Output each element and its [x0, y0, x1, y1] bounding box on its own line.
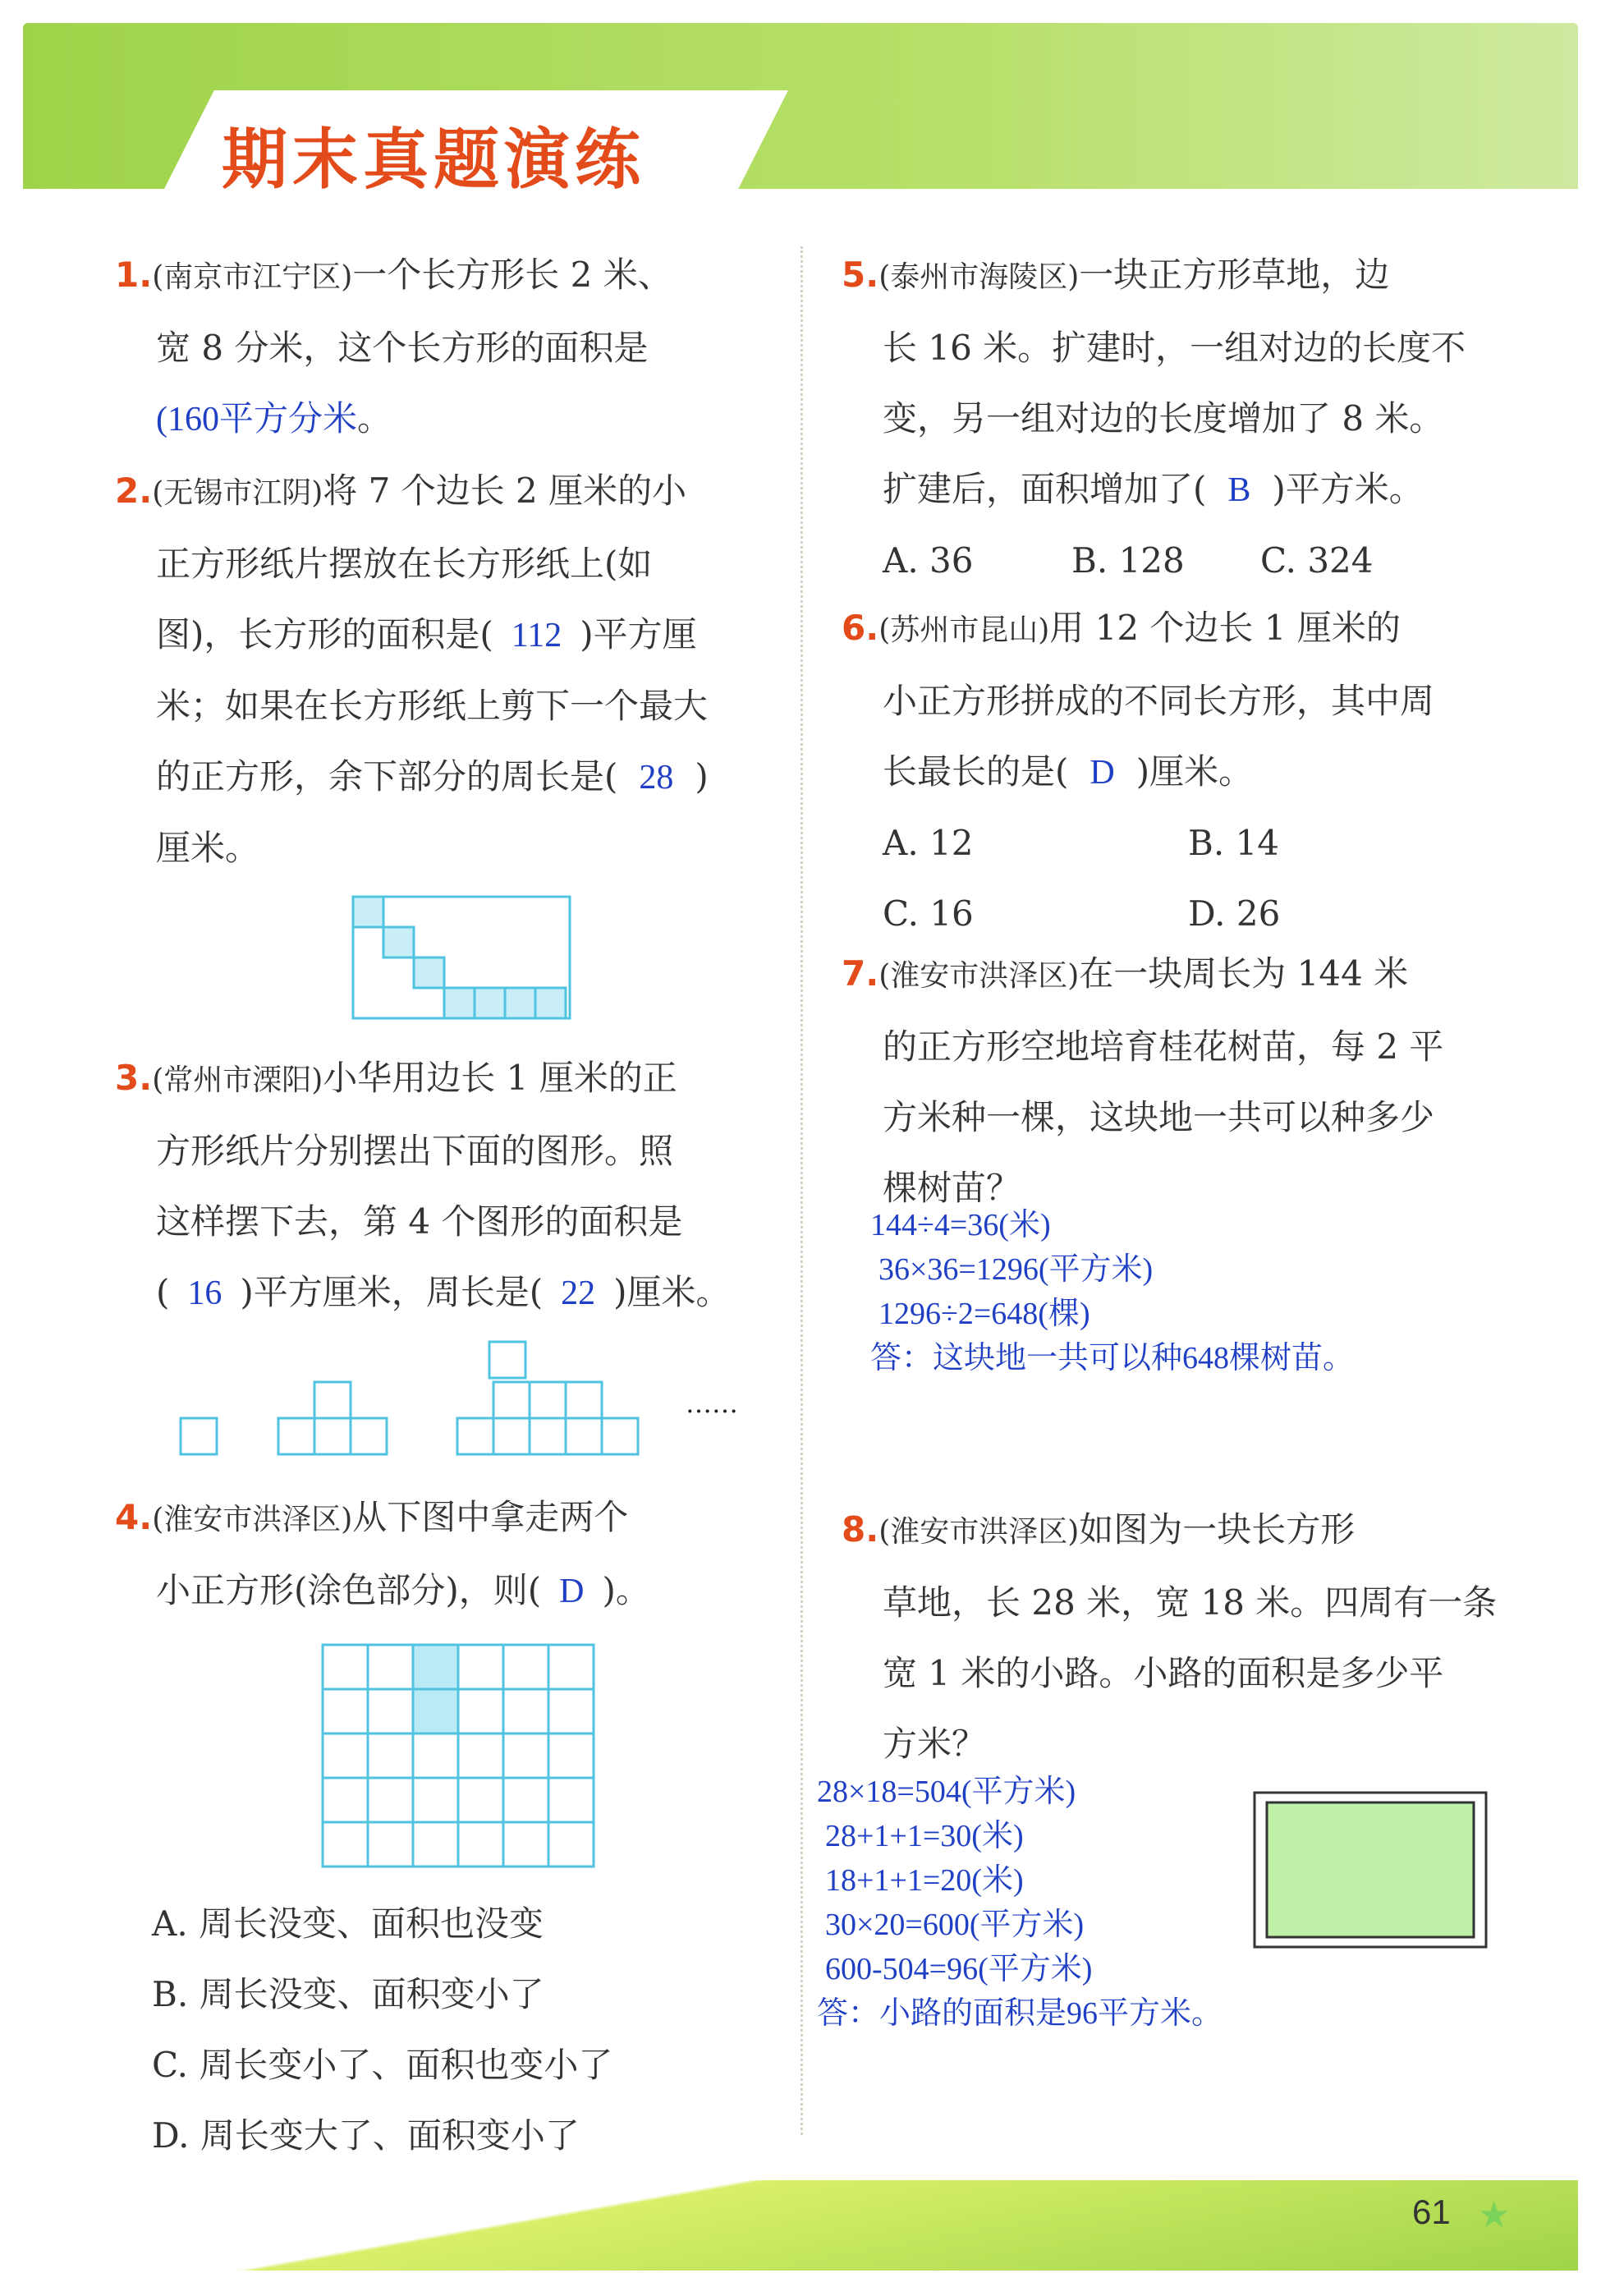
- text: )厘米。: [613, 1272, 731, 1312]
- option-a: A. 36: [883, 540, 974, 581]
- option-c: C. 周长变小了、面积也变小了: [152, 2045, 613, 2085]
- option-d: D. 周长变大了、面积变小了: [152, 2115, 580, 2156]
- question-text: [115, 383, 772, 455]
- question-2: [115, 456, 788, 884]
- question-text: 厘米。: [156, 828, 260, 868]
- question-source: (无锡市江阴): [152, 476, 323, 510]
- question-4: [115, 1482, 788, 1627]
- question-5: [842, 240, 1564, 596]
- text: )平方厘: [580, 614, 697, 654]
- page-title: 期末真题演练: [222, 122, 645, 198]
- question-text: 方形纸片分别摆出下面的图形。照: [156, 1131, 674, 1171]
- question-number: 4.: [115, 1497, 153, 1537]
- question-source: (南京市江宁区): [152, 260, 353, 294]
- solution-line: 600-504=96(平方米): [825, 1952, 1093, 1986]
- question-text: 棵树苗？: [883, 1168, 1021, 1208]
- column-divider: [800, 246, 803, 2135]
- figure-square: [566, 1418, 602, 1454]
- question-number: 7.: [842, 953, 879, 994]
- figure-square: [566, 1382, 602, 1418]
- figure-square: [475, 988, 505, 1018]
- figure-square: [414, 957, 444, 988]
- question-text: 将 7 个边长 2 厘米的小: [323, 471, 687, 511]
- question-source: (常州市溧阳): [152, 1063, 323, 1097]
- question-number: 3.: [115, 1058, 153, 1098]
- question-text: [842, 737, 1564, 808]
- answer: D: [559, 1573, 585, 1610]
- figure-square: [278, 1418, 314, 1454]
- figure-square: [493, 1418, 530, 1454]
- question-text: [115, 599, 788, 671]
- text: 长最长的是(: [883, 751, 1069, 792]
- figure-square: [505, 988, 535, 1018]
- ellipsis: ……: [686, 1388, 738, 1419]
- solution-line: 28×18=504(平方米): [817, 1775, 1076, 1809]
- text: )厘米。: [1135, 751, 1254, 792]
- text: (: [156, 1272, 170, 1312]
- text: 小正方形(涂色部分)，则(: [156, 1570, 542, 1610]
- question-text: 用 12 个边长 1 厘米的: [1049, 608, 1401, 648]
- text: )平方厘米，周长是(: [240, 1272, 544, 1312]
- option-b: B. 14: [1188, 823, 1280, 863]
- text: )平方米。: [1272, 469, 1424, 509]
- question-text: 长 16 米。扩建时，一组对边的长度不: [883, 328, 1466, 368]
- text: 的正方形，余下部分的周长是(: [156, 756, 618, 797]
- paren: (: [156, 401, 167, 439]
- figure-square: [444, 988, 475, 1018]
- question-text: 这样摆下去，第 4 个图形的面积是: [156, 1201, 683, 1242]
- text: )。: [602, 1570, 650, 1610]
- question-text: [115, 1257, 788, 1329]
- question-text: 一块正方形草地，边: [1079, 255, 1390, 295]
- text: 扩建后，面积增加了(: [883, 469, 1207, 509]
- figure-square: [530, 1382, 566, 1418]
- question-text: 草地，长 28 米，宽 18 米。四周有一条: [883, 1582, 1498, 1623]
- figure-square: [351, 1418, 387, 1454]
- text: 图)，长方形的面积是(: [156, 614, 493, 654]
- solution-line: 28+1+1=30(米): [825, 1819, 1024, 1853]
- figure-square: [530, 1418, 566, 1454]
- q3-figures-top: [488, 1340, 578, 1381]
- question-source: (淮安市洪泽区): [878, 1515, 1080, 1549]
- question-source: (淮安市洪泽区): [152, 1503, 353, 1536]
- solution-line: 18+1+1=20(米): [825, 1863, 1024, 1898]
- q2-figure: [351, 895, 573, 1022]
- question-6: [842, 593, 1564, 949]
- solution-line: 144÷4=36(米): [870, 1208, 1051, 1242]
- question-source: (淮安市洪泽区): [878, 959, 1080, 993]
- figure-square: [493, 1382, 530, 1418]
- star-icon: ★: [1478, 2194, 1511, 2236]
- figure-square: [489, 1342, 525, 1378]
- answer: D: [1090, 754, 1115, 792]
- question-7: [842, 939, 1564, 1224]
- question-number: 8.: [842, 1509, 879, 1550]
- q3-figures: [177, 1375, 645, 1458]
- solution-line: 1296÷2=648(棵): [878, 1297, 1090, 1331]
- answer: 112: [511, 617, 562, 654]
- option-a: A. 12: [883, 823, 974, 863]
- question-text: 方米种一棵，这块地一共可以种多少: [883, 1097, 1435, 1137]
- solution-line: 36×36=1296(平方米): [878, 1252, 1154, 1287]
- punct: 。: [357, 398, 392, 439]
- question-source: (苏州市昆山): [878, 613, 1050, 647]
- text: ): [695, 756, 709, 797]
- q4-options: [152, 1889, 776, 2171]
- lawn: [1267, 1802, 1474, 1937]
- q4-grid: [320, 1642, 596, 1869]
- answer: B: [1227, 471, 1251, 509]
- figure-square: [181, 1418, 217, 1454]
- question-text: 正方形纸片摆放在长方形纸上(如: [156, 544, 653, 584]
- figure-square: [383, 927, 414, 957]
- question-source: (泰州市海陵区): [878, 260, 1080, 294]
- q7-solution: [870, 1203, 1568, 1380]
- question-text: 宽 1 米的小路。小路的面积是多少平: [883, 1653, 1444, 1693]
- question-number: 2.: [115, 471, 153, 511]
- answer: 28: [639, 759, 674, 797]
- question-text: [115, 742, 788, 813]
- question-text: 一个长方形长 2 米、: [352, 255, 672, 295]
- question-text: 宽 8 分米，这个长方形的面积是: [156, 328, 649, 368]
- option-c: C. 324: [1260, 540, 1374, 581]
- question-text: 小华用边长 1 厘米的正: [323, 1058, 677, 1098]
- question-text: [115, 1555, 788, 1627]
- option-a: A. 周长没变、面积也没变: [152, 1903, 544, 1944]
- q6-options-row1: [842, 808, 1564, 879]
- answer: 22: [561, 1274, 596, 1312]
- option-c: C. 16: [883, 893, 974, 934]
- footer-band: [23, 2180, 1578, 2271]
- question-text: 米；如果在长方形纸上剪下一个最大: [156, 686, 709, 726]
- question-text: 变，另一组对边的长度增加了 8 米。: [883, 398, 1444, 439]
- page-number: 61: [1412, 2193, 1451, 2231]
- option-b: B. 周长没变、面积变小了: [152, 1974, 544, 2014]
- question-3: [115, 1043, 788, 1329]
- question-text: 的正方形空地培育桂花树苗，每 2 平: [883, 1026, 1444, 1067]
- question-text: 方米？: [883, 1724, 987, 1764]
- option-b: B. 128: [1071, 540, 1185, 581]
- question-8: [842, 1495, 1564, 1779]
- option-d: D. 26: [1188, 893, 1281, 934]
- answer: 16: [187, 1274, 222, 1312]
- figure-square: [314, 1382, 351, 1418]
- figure-square: [314, 1418, 351, 1454]
- question-1: [115, 240, 772, 455]
- figure-square: [353, 897, 383, 927]
- question-number: 6.: [842, 608, 879, 648]
- figure-square: [602, 1418, 638, 1454]
- solution-answer: 答：这块地一共可以种648棵树苗。: [870, 1341, 1355, 1375]
- figure-square: [457, 1418, 493, 1454]
- answer: 160平方分米: [167, 401, 358, 439]
- solution-line: 30×20=600(平方米): [825, 1908, 1085, 1942]
- figure-square: [535, 988, 566, 1018]
- question-text: 如图为一块长方形: [1079, 1509, 1356, 1550]
- question-text: 小正方形拼成的不同长方形，其中周: [883, 681, 1435, 721]
- q8-figure: [1252, 1790, 1490, 1951]
- solution-answer: 答：小路的面积是96平方米。: [817, 1996, 1223, 2031]
- question-text: 从下图中拿走两个: [352, 1497, 629, 1537]
- question-number: 1.: [115, 255, 153, 295]
- question-number: 5.: [842, 255, 879, 295]
- question-text: 在一块周长为 144 米: [1079, 953, 1409, 994]
- question-text: [842, 454, 1564, 526]
- q5-options: [842, 526, 1564, 596]
